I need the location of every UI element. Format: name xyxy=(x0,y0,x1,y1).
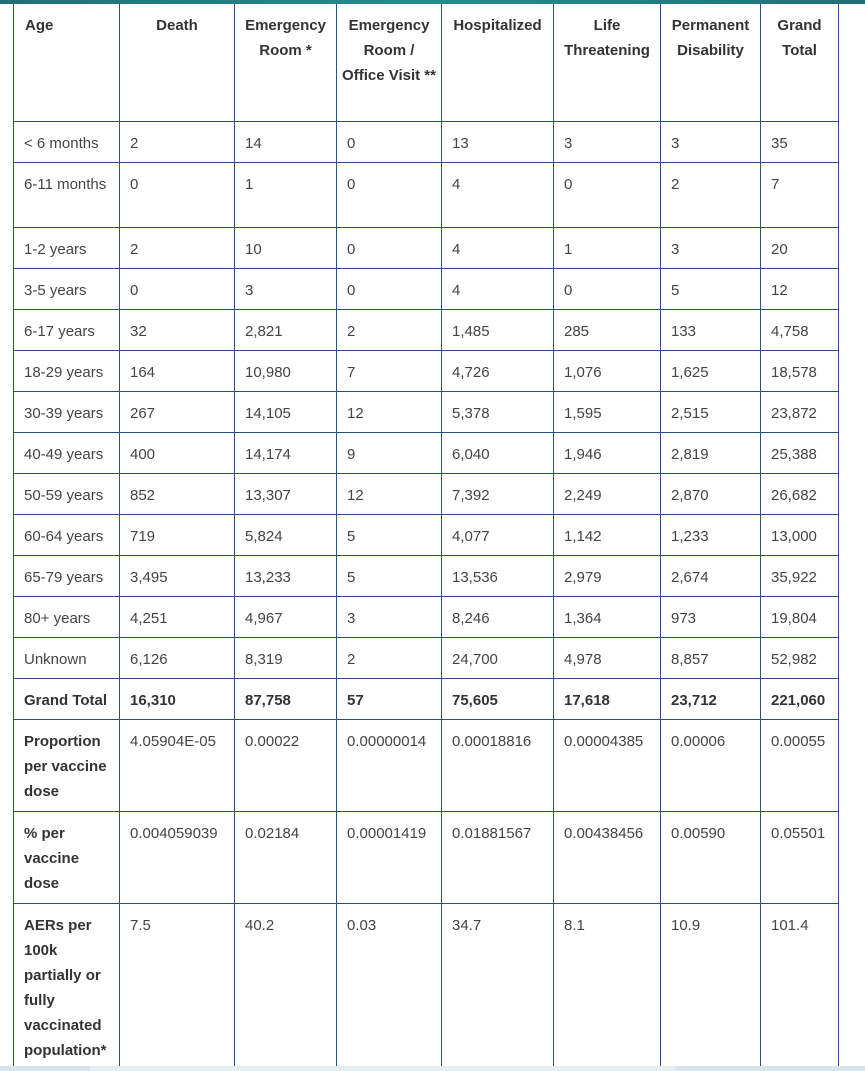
header-row xyxy=(14,4,839,121)
table-row xyxy=(14,637,839,678)
value-cell: 2,515 xyxy=(661,391,761,432)
value-cell: 2,979 xyxy=(554,555,661,596)
value-cell: 12 xyxy=(337,473,442,514)
value-cell: 2,821 xyxy=(235,309,337,350)
value-cell: 25,388 xyxy=(761,432,839,473)
value-cell: 7.5 xyxy=(120,903,235,1071)
table-row xyxy=(14,596,839,637)
value-cell: 0 xyxy=(554,162,661,227)
value-cell: 4,077 xyxy=(442,514,554,555)
value-cell: 1,142 xyxy=(554,514,661,555)
value-cell: 17,618 xyxy=(554,678,661,719)
age-cell: 80+ years xyxy=(14,596,120,637)
value-cell: 0 xyxy=(120,268,235,309)
value-cell: 2,819 xyxy=(661,432,761,473)
value-cell: 7 xyxy=(761,162,839,227)
value-cell: 5 xyxy=(337,555,442,596)
value-cell: 0.00590 xyxy=(661,811,761,903)
value-cell: 75,605 xyxy=(442,678,554,719)
value-cell: 10 xyxy=(235,227,337,268)
value-cell: 0.03 xyxy=(337,903,442,1071)
value-cell: 4,251 xyxy=(120,596,235,637)
value-cell: 57 xyxy=(337,678,442,719)
value-cell: 26,682 xyxy=(761,473,839,514)
value-cell: 4 xyxy=(442,268,554,309)
table-row xyxy=(14,391,839,432)
age-cell: 60-64 years xyxy=(14,514,120,555)
value-cell: 2 xyxy=(337,637,442,678)
value-cell: 0.00018816 xyxy=(442,719,554,811)
value-cell: 2 xyxy=(120,227,235,268)
column-header-7: Grand Total xyxy=(761,4,839,121)
value-cell: 0.00001419 xyxy=(337,811,442,903)
value-cell: 5,824 xyxy=(235,514,337,555)
age-cell: 30-39 years xyxy=(14,391,120,432)
value-cell: 7,392 xyxy=(442,473,554,514)
value-cell: 4.05904E-05 xyxy=(120,719,235,811)
value-cell: 52,982 xyxy=(761,637,839,678)
table-row xyxy=(14,432,839,473)
value-cell: 2,249 xyxy=(554,473,661,514)
age-cell: 6-11 months xyxy=(14,162,120,227)
age-cell: % per vaccine dose xyxy=(14,811,120,903)
value-cell: 973 xyxy=(661,596,761,637)
value-cell: 14,174 xyxy=(235,432,337,473)
table-header xyxy=(14,4,839,121)
value-cell: 10.9 xyxy=(661,903,761,1071)
value-cell: 2 xyxy=(120,121,235,162)
value-cell: 13,233 xyxy=(235,555,337,596)
value-cell: 3 xyxy=(661,227,761,268)
table-row xyxy=(14,268,839,309)
column-header-5: Life Threatening xyxy=(554,4,661,121)
age-cell: 6-17 years xyxy=(14,309,120,350)
value-cell: 0.00004385 xyxy=(554,719,661,811)
value-cell: 0.01881567 xyxy=(442,811,554,903)
value-cell: 221,060 xyxy=(761,678,839,719)
value-cell: 5 xyxy=(661,268,761,309)
value-cell: 1,233 xyxy=(661,514,761,555)
value-cell: 23,872 xyxy=(761,391,839,432)
value-cell: 267 xyxy=(120,391,235,432)
value-cell: 13 xyxy=(442,121,554,162)
age-cell: 65-79 years xyxy=(14,555,120,596)
value-cell: 12 xyxy=(761,268,839,309)
value-cell: 0 xyxy=(337,227,442,268)
table-row xyxy=(14,719,839,811)
value-cell: 35 xyxy=(761,121,839,162)
value-cell: 4 xyxy=(442,227,554,268)
age-cell: Grand Total xyxy=(14,678,120,719)
value-cell: 1,076 xyxy=(554,350,661,391)
value-cell: 2,674 xyxy=(661,555,761,596)
value-cell: 1,364 xyxy=(554,596,661,637)
age-cell: 3-5 years xyxy=(14,268,120,309)
column-header-0: Age xyxy=(14,4,120,121)
table-row xyxy=(14,555,839,596)
value-cell: 1,946 xyxy=(554,432,661,473)
value-cell: 4 xyxy=(442,162,554,227)
value-cell: 0.00006 xyxy=(661,719,761,811)
value-cell: 3,495 xyxy=(120,555,235,596)
age-cell: Proportion per vaccine dose xyxy=(14,719,120,811)
table-row xyxy=(14,903,839,1071)
value-cell: 0.02184 xyxy=(235,811,337,903)
value-cell: 19,804 xyxy=(761,596,839,637)
value-cell: 2,870 xyxy=(661,473,761,514)
value-cell: 12 xyxy=(337,391,442,432)
value-cell: 13,536 xyxy=(442,555,554,596)
value-cell: 719 xyxy=(120,514,235,555)
value-cell: 1,485 xyxy=(442,309,554,350)
value-cell: 18,578 xyxy=(761,350,839,391)
bottom-scroll-strip xyxy=(0,1066,865,1071)
value-cell: 3 xyxy=(235,268,337,309)
table-row xyxy=(14,309,839,350)
value-cell: 4,758 xyxy=(761,309,839,350)
value-cell: 0.00000014 xyxy=(337,719,442,811)
value-cell: 13,000 xyxy=(761,514,839,555)
value-cell: 23,712 xyxy=(661,678,761,719)
value-cell: 0.00055 xyxy=(761,719,839,811)
value-cell: 0 xyxy=(337,162,442,227)
value-cell: 0.004059039 xyxy=(120,811,235,903)
value-cell: 0.00438456 xyxy=(554,811,661,903)
age-cell: < 6 months xyxy=(14,121,120,162)
value-cell: 133 xyxy=(661,309,761,350)
value-cell: 101.4 xyxy=(761,903,839,1071)
age-cell: AERs per 100k partially or fully vaccinated population* xyxy=(14,903,120,1071)
value-cell: 8.1 xyxy=(554,903,661,1071)
column-header-1: Death xyxy=(120,4,235,121)
value-cell: 40.2 xyxy=(235,903,337,1071)
value-cell: 0 xyxy=(337,268,442,309)
value-cell: 7 xyxy=(337,350,442,391)
age-cell: 40-49 years xyxy=(14,432,120,473)
value-cell: 5,378 xyxy=(442,391,554,432)
value-cell: 285 xyxy=(554,309,661,350)
value-cell: 0 xyxy=(337,121,442,162)
table-row xyxy=(14,514,839,555)
value-cell: 3 xyxy=(337,596,442,637)
value-cell: 164 xyxy=(120,350,235,391)
age-cell: 50-59 years xyxy=(14,473,120,514)
table-row xyxy=(14,162,839,227)
value-cell: 6,040 xyxy=(442,432,554,473)
value-cell: 0 xyxy=(120,162,235,227)
value-cell: 8,857 xyxy=(661,637,761,678)
value-cell: 1 xyxy=(554,227,661,268)
value-cell: 400 xyxy=(120,432,235,473)
table-body xyxy=(14,121,839,1071)
value-cell: 5 xyxy=(337,514,442,555)
age-cell: Unknown xyxy=(14,637,120,678)
value-cell: 34.7 xyxy=(442,903,554,1071)
value-cell: 32 xyxy=(120,309,235,350)
age-cell: 1-2 years xyxy=(14,227,120,268)
value-cell: 87,758 xyxy=(235,678,337,719)
value-cell: 14 xyxy=(235,121,337,162)
value-cell: 6,126 xyxy=(120,637,235,678)
column-header-3: Emergency Room / Office Visit ** xyxy=(337,4,442,121)
value-cell: 13,307 xyxy=(235,473,337,514)
value-cell: 1,595 xyxy=(554,391,661,432)
column-header-6: Permanent Disability xyxy=(661,4,761,121)
value-cell: 1,625 xyxy=(661,350,761,391)
value-cell: 20 xyxy=(761,227,839,268)
value-cell: 3 xyxy=(554,121,661,162)
value-cell: 8,319 xyxy=(235,637,337,678)
value-cell: 10,980 xyxy=(235,350,337,391)
scroll-segment xyxy=(0,1066,90,1071)
value-cell: 4,967 xyxy=(235,596,337,637)
value-cell: 24,700 xyxy=(442,637,554,678)
value-cell: 3 xyxy=(661,121,761,162)
column-header-2: Emergency Room * xyxy=(235,4,337,121)
table-row xyxy=(14,227,839,268)
value-cell: 9 xyxy=(337,432,442,473)
value-cell: 8,246 xyxy=(442,596,554,637)
scroll-segment xyxy=(675,1066,865,1071)
vaccine-adverse-events-table xyxy=(13,4,839,1071)
age-cell: 18-29 years xyxy=(14,350,120,391)
value-cell: 4,726 xyxy=(442,350,554,391)
value-cell: 1 xyxy=(235,162,337,227)
value-cell: 4,978 xyxy=(554,637,661,678)
table-row xyxy=(14,678,839,719)
table-row xyxy=(14,811,839,903)
table-row xyxy=(14,350,839,391)
value-cell: 852 xyxy=(120,473,235,514)
value-cell: 0 xyxy=(554,268,661,309)
table-row xyxy=(14,473,839,514)
value-cell: 35,922 xyxy=(761,555,839,596)
value-cell: 2 xyxy=(661,162,761,227)
column-header-4: Hospitalized xyxy=(442,4,554,121)
value-cell: 2 xyxy=(337,309,442,350)
value-cell: 14,105 xyxy=(235,391,337,432)
value-cell: 0.05501 xyxy=(761,811,839,903)
value-cell: 0.00022 xyxy=(235,719,337,811)
table-row xyxy=(14,121,839,162)
value-cell: 16,310 xyxy=(120,678,235,719)
